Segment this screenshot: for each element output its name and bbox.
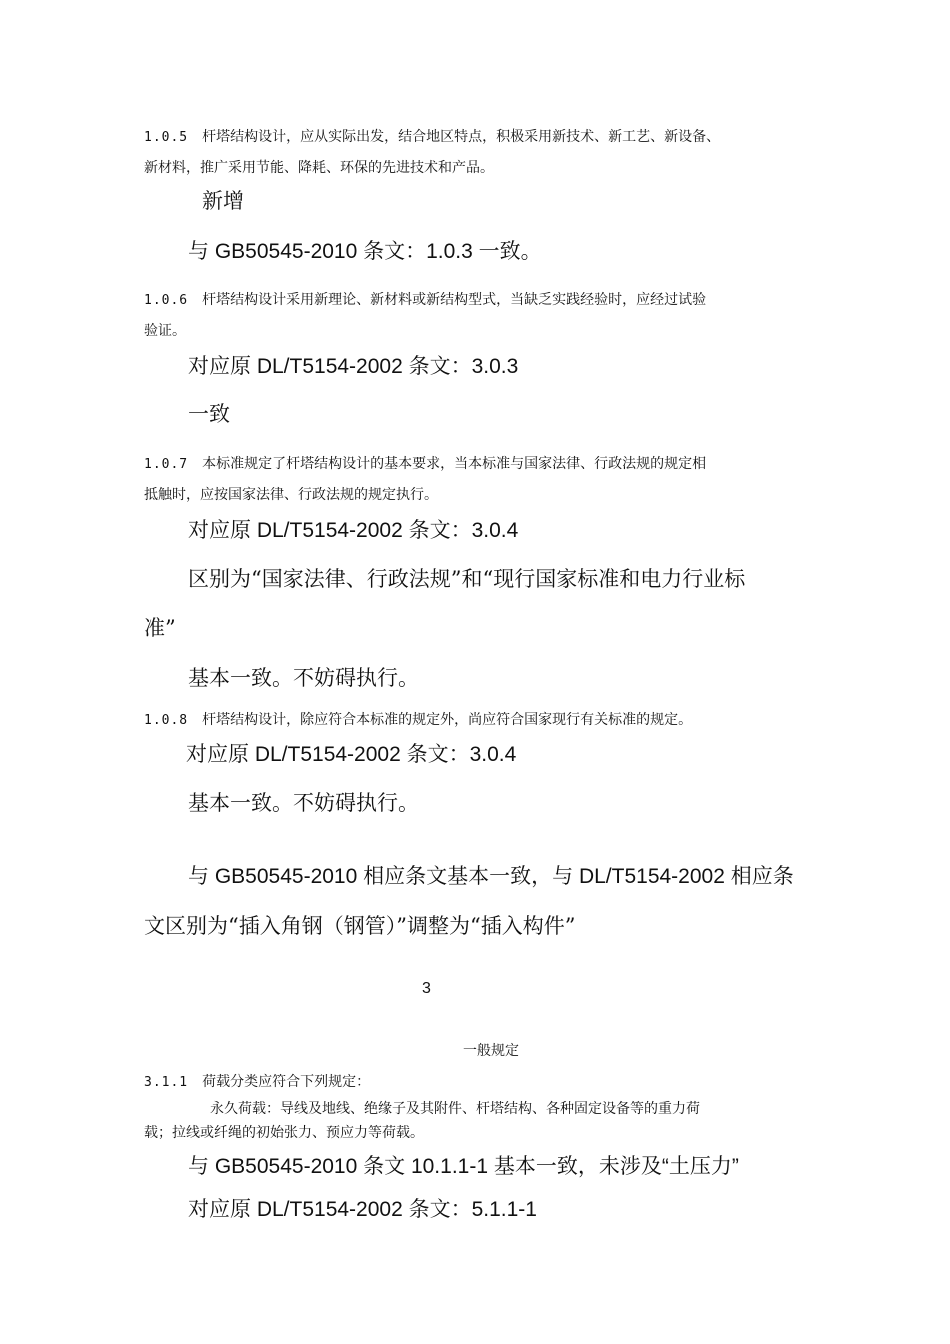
clause-number: 1.0.8	[144, 713, 189, 728]
chapter-heading	[422, 980, 500, 998]
clause-text: 杆塔结构设计采用新理论、新材料或新结构型式，当缺乏实践经验时，应经过试验	[202, 292, 707, 308]
note-section-comparison: 与 GB50545-2010 相应条文基本一致，与 DL/T5154-2002 相应条	[188, 865, 794, 888]
note-basically-consistent: 基本一致。不妨碍执行。	[188, 791, 419, 815]
note-corresponds-dlt5154: 对应原 DL/T5154-2002 条文：3.0.3	[188, 355, 519, 378]
clause-number: 3.1.1	[144, 1075, 189, 1090]
clause-text: 荷载分类应符合下列规定：	[202, 1074, 371, 1090]
clause-text: 杆塔结构设计，除应符合本标准的规定外，尚应符合国家现行有关标准的规定。	[202, 712, 693, 728]
note-consistent-gb50545: 与 GB50545-2010 条文：1.0.3 一致。	[188, 240, 542, 263]
clause-1-0-7-line-2: 抵触时，应按国家法律、行政法规的规定执行。	[144, 487, 438, 503]
clause-1-0-8-line-1	[144, 709, 692, 729]
note-difference-continued: 准”	[144, 616, 176, 640]
note-new-added: 新增	[202, 189, 244, 213]
note-consistent: 一致	[188, 402, 230, 426]
clause-text: 永久荷载：导线及地线、绝缘子及其附件、杆塔结构、各种固定设备等的重力荷	[210, 1101, 700, 1117]
clause-number: 1.0.5	[144, 130, 189, 145]
section-heading-general-provisions: 一般规定	[463, 1043, 519, 1059]
clause-text: 杆塔结构设计，应从实际出发，结合地区特点，积极采用新技术、新工艺、新设备、	[202, 129, 721, 145]
note-corresponds-dlt5154: 对应原 DL/T5154-2002 条文：3.0.4	[188, 519, 519, 542]
unreadable-heading	[429, 831, 461, 846]
clause-number: 1.0.6	[144, 293, 189, 308]
note-corresponds-dlt5154: 对应原 DL/T5154-2002 条文：5.1.1-1	[188, 1198, 537, 1221]
clause-1-0-6-line-1	[144, 289, 706, 309]
clause-3-1-1	[144, 1071, 370, 1091]
clause-1-0-5-line-1	[144, 126, 720, 146]
clause-1-0-7-line-1	[144, 453, 706, 473]
note-section-comparison-continued: 文区别为“插入角钢（钢管）”调整为“插入构件”	[144, 914, 576, 938]
note-difference: 区别为“国家法律、行政法规”和“现行国家标准和电力行业标	[188, 567, 746, 591]
chapter-number: 3	[422, 980, 431, 997]
clause-1-0-5-line-2: 新材料，推广采用节能、降耗、环保的先进技术和产品。	[144, 160, 494, 176]
note-consistent-gb50545: 与 GB50545-2010 条文 10.1.1-1 基本一致，未涉及“土压力”	[188, 1155, 739, 1178]
note-corresponds-dlt5154: 对应原 DL/T5154-2002 条文：3.0.4	[186, 743, 517, 766]
note-basically-consistent: 基本一致。不妨碍执行。	[188, 666, 419, 690]
clause-number: 1.0.7	[144, 457, 189, 472]
clause-3-1-1-item-1-line-2: 载；拉线或纤绳的初始张力、预应力等荷载。	[144, 1125, 424, 1141]
clause-1-0-6-line-2: 验证。	[144, 323, 186, 339]
clause-3-1-1-item-1-line-1	[188, 1098, 700, 1118]
clause-text: 本标准规定了杆塔结构设计的基本要求，当本标准与国家法律、行政法规的规定相	[202, 456, 707, 472]
